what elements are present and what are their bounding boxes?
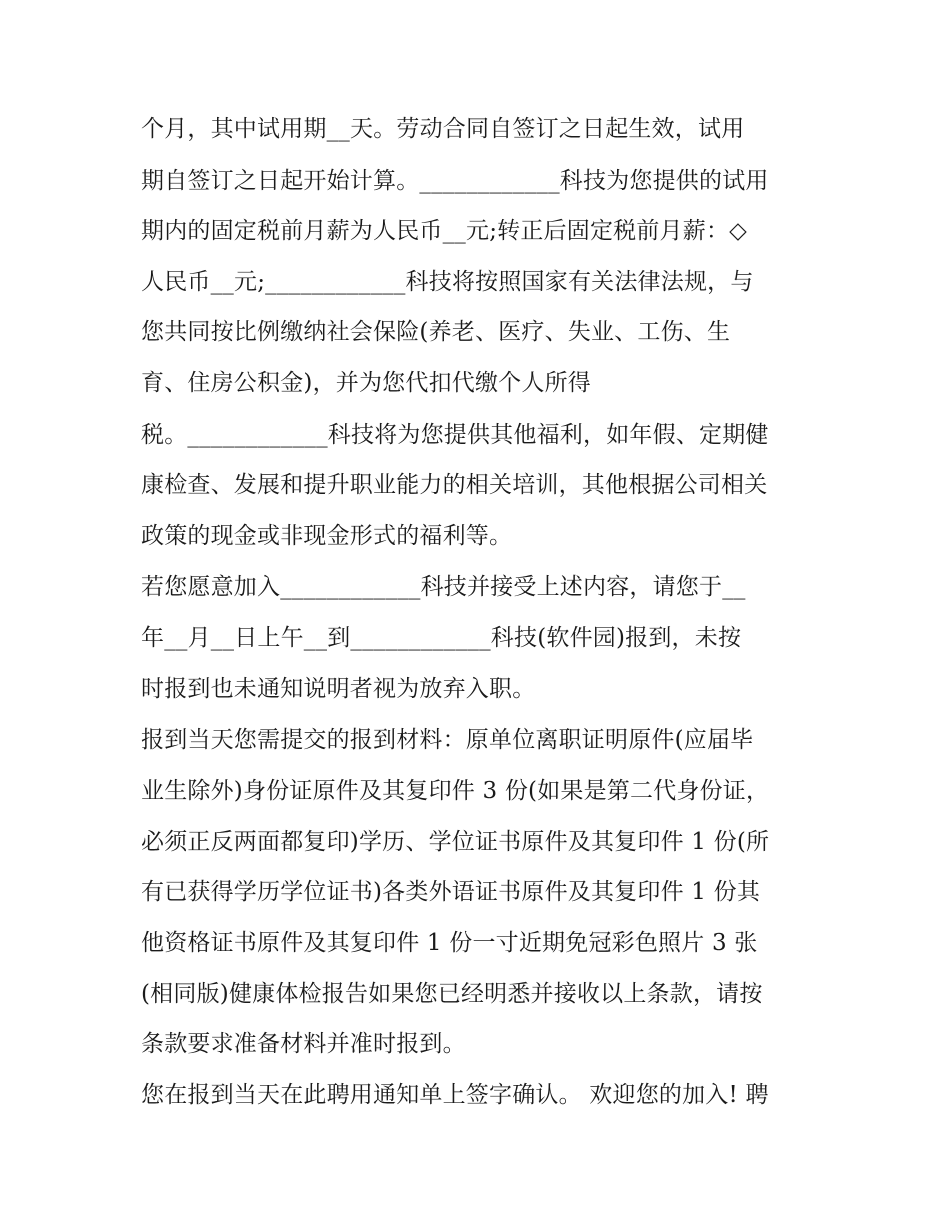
text-line-8: 康检查、发展和提升职业能力的相关培训，其他根据公司相关 — [141, 472, 768, 498]
text-line-18: (相同版)健康体检报告如果您已经明悉并接收以上条款，请按 — [141, 981, 763, 1007]
text-line-12: 时报到也未通知说明者视为放弃入职。 — [141, 676, 536, 702]
text-line-19: 条款要求准备材料并准时报到。 — [141, 1031, 466, 1057]
text-line-17: 他资格证书原件及其复印件 1 份一寸近期免冠彩色照片 3 张 — [141, 930, 758, 956]
text-line-6: 育、住房公积金)，并为您代扣代缴个人所得 — [141, 370, 591, 396]
text-line-9: 政策的现金或非现金形式的福利等。 — [141, 523, 513, 549]
text-line-1: 个月，其中试用期__天。劳动合同自签订之日起生效，试用 — [141, 116, 745, 142]
text-line-13: 报到当天您需提交的报到材料：原单位离职证明原件(应届毕 — [141, 727, 754, 753]
text-line-5: 您共同按比例缴纳社会保险(养老、医疗、失业、工伤、生 — [141, 319, 731, 345]
text-line-2: 期自签订之日起开始计算。____________科技为您提供的试用 — [141, 168, 769, 194]
text-line-11: 年__月__日上午__到____________科技(软件园)报到，未按 — [141, 625, 742, 651]
text-line-15: 必须正反两面都复印)学历、学位证书原件及其复印件 1 份(所 — [141, 829, 770, 855]
text-line-14: 业生除外)身份证原件及其复印件 3 份(如果是第二代身份证， — [141, 778, 770, 804]
text-line-7: 税。____________科技将为您提供其他福利，如年假、定期健 — [141, 422, 769, 448]
text-line-10: 若您愿意加入____________科技并接受上述内容，请您于__ — [141, 574, 746, 600]
text-line-20: 您在报到当天在此聘用通知单上签字确认。 欢迎您的加入! 聘 — [141, 1082, 769, 1108]
text-line-4: 人民币__元;____________科技将按照国家有关法律法规，与 — [141, 269, 754, 295]
text-line-16: 有已获得学历学位证书)各类外语证书原件及其复印件 1 份其 — [141, 879, 761, 905]
text-line-3: 期内的固定税前月薪为人民币__元;转正后固定税前月薪：◇ — [141, 218, 748, 244]
